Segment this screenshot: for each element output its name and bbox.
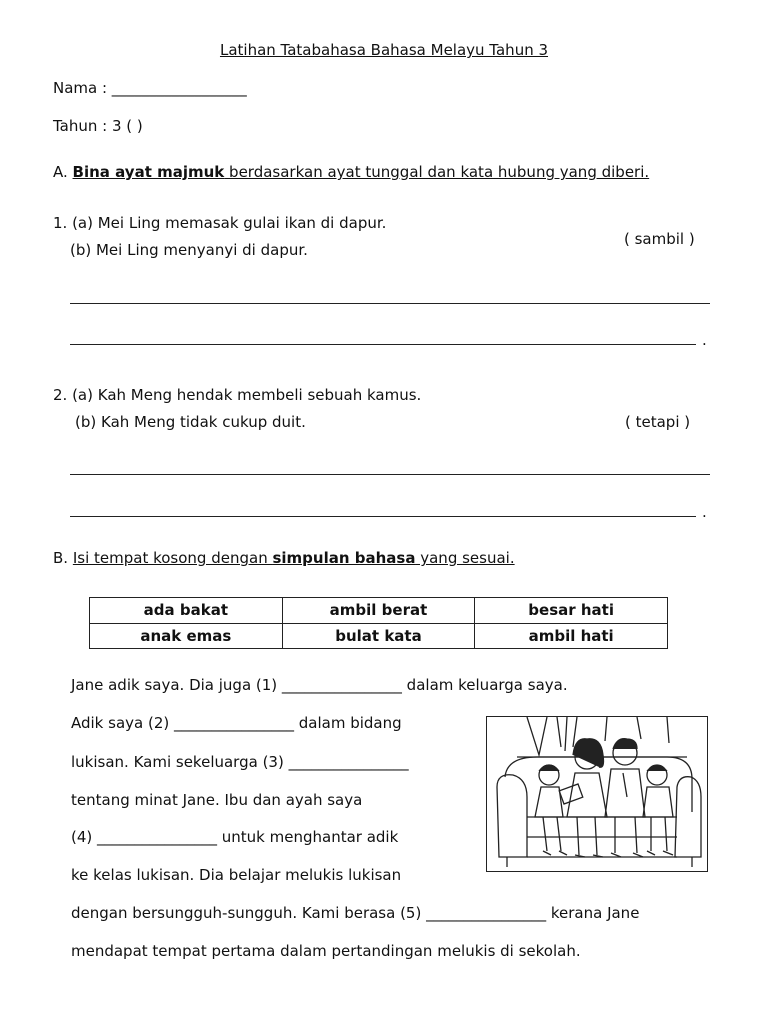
section-b-instruction-post: yang sesuai. bbox=[415, 549, 515, 567]
end-period-1: . bbox=[702, 331, 707, 349]
idiom-cell: anak emas bbox=[90, 623, 283, 649]
name-field[interactable]: Nama : __________________ bbox=[53, 79, 247, 97]
question-1-sentence-b: (b) Mei Ling menyanyi di dapur. bbox=[70, 241, 308, 259]
page-title: Latihan Tatabahasa Bahasa Melayu Tahun 3 bbox=[219, 41, 549, 59]
passage-line: tentang minat Jane. Ibu dan ayah saya bbox=[71, 791, 363, 809]
question-2-sentence-a: 2. (a) Kah Meng hendak membeli sebuah kamus. bbox=[53, 386, 422, 404]
passage-line: dengan bersungguh-sungguh. Kami berasa (5) ________________ kerana Jane bbox=[71, 904, 640, 922]
passage-line: Adik saya (2) ________________ dalam bidang bbox=[71, 714, 402, 732]
section-a-heading bbox=[53, 165, 649, 180]
year-field[interactable]: Tahun : 3 ( ) bbox=[53, 117, 143, 135]
section-a-instruction: berdasarkan ayat tunggal dan kata hubung yang diberi. bbox=[224, 163, 650, 181]
question-1-sentence-a: 1. (a) Mei Ling memasak gulai ikan di dapur. bbox=[53, 214, 387, 232]
idiom-cell: ambil berat bbox=[282, 598, 475, 624]
passage-line: lukisan. Kami sekeluarga (3) ________________ bbox=[71, 753, 409, 771]
family-sofa-illustration bbox=[486, 716, 708, 872]
idiom-cell: ada bakat bbox=[90, 598, 283, 624]
answer-line-1b[interactable] bbox=[70, 344, 696, 345]
question-1-conjunction: ( sambil ) bbox=[624, 230, 695, 248]
idiom-table bbox=[89, 597, 668, 649]
end-period-2: . bbox=[702, 503, 707, 521]
passage-line: (4) ________________ untuk menghantar adik bbox=[71, 828, 399, 846]
section-b-heading bbox=[53, 551, 515, 566]
table-row bbox=[90, 598, 668, 624]
answer-line-1a[interactable] bbox=[70, 303, 710, 304]
family-drawing bbox=[487, 717, 707, 871]
question-2-sentence-b: (b) Kah Meng tidak cukup duit. bbox=[75, 413, 306, 431]
passage-line: Jane adik saya. Dia juga (1) ________________ dalam keluarga saya. bbox=[71, 676, 568, 694]
question-2-conjunction: ( tetapi ) bbox=[625, 413, 691, 431]
passage-line: ke kelas lukisan. Dia belajar melukis lukisan bbox=[71, 866, 402, 884]
table-row bbox=[90, 623, 668, 649]
idiom-cell: besar hati bbox=[475, 598, 668, 624]
section-a-keyword: Bina ayat majmuk bbox=[72, 163, 225, 181]
answer-line-2b[interactable] bbox=[70, 516, 696, 517]
answer-line-2a[interactable] bbox=[70, 474, 710, 475]
section-b-keyword: simpulan bahasa bbox=[272, 549, 416, 567]
idiom-cell: bulat kata bbox=[282, 623, 475, 649]
idiom-cell: ambil hati bbox=[475, 623, 668, 649]
passage-line: mendapat tempat pertama dalam pertandingan melukis di sekolah. bbox=[71, 942, 581, 960]
section-a-letter: A. bbox=[53, 163, 68, 181]
section-b-instruction-pre: Isi tempat kosong dengan bbox=[72, 549, 273, 567]
section-b-letter: B. bbox=[53, 549, 69, 567]
